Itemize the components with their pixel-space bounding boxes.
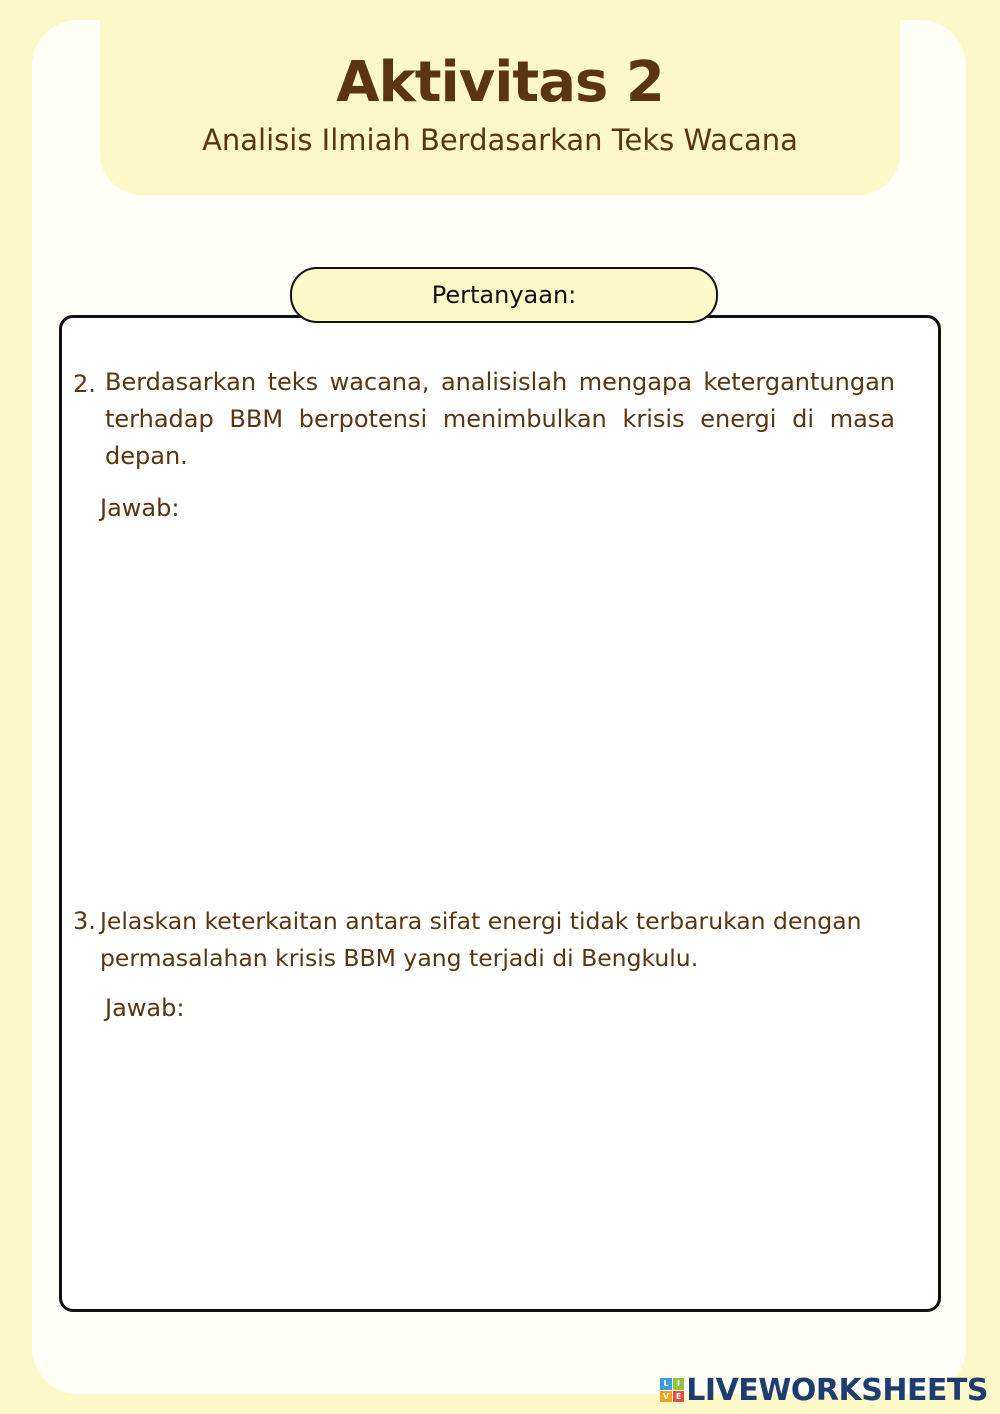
liveworksheets-brand[interactable] xyxy=(660,1372,988,1408)
question-3-answer-area[interactable] xyxy=(100,1030,900,1290)
brand-text: LIVEWORKSHEETS xyxy=(686,1372,988,1408)
question-2-number: 2. xyxy=(73,370,96,398)
logo-letter-e: E xyxy=(673,1391,685,1403)
section-label: Pertanyaan: xyxy=(290,267,718,323)
logo-letter-i: I xyxy=(673,1378,685,1390)
page-subtitle: Analisis Ilmiah Berdasarkan Teks Wacana xyxy=(202,123,798,157)
header-banner xyxy=(100,0,900,195)
question-3-number: 3. xyxy=(73,907,96,935)
question-3-answer-label: Jawab: xyxy=(105,994,185,1022)
liveworksheets-logo-icon xyxy=(660,1378,684,1402)
question-2-answer-area[interactable] xyxy=(100,530,900,880)
question-3-text: Jelaskan keterkaitan antara sifat energi tidak terbarukan dengan permasalahan krisis BBM yang terjadi di Bengkulu. xyxy=(100,907,862,972)
question-2-text: Berdasarkan teks wacana, analisislah mengapa ketergantungan terhadap BBM berpotensi menimbulkan krisis energi di masa depan. xyxy=(105,368,895,470)
page-title: Aktivitas 2 xyxy=(336,50,664,115)
question-2-answer-label: Jawab: xyxy=(100,494,180,522)
logo-letter-v: V xyxy=(660,1391,672,1403)
logo-letter-l: L xyxy=(660,1378,672,1390)
